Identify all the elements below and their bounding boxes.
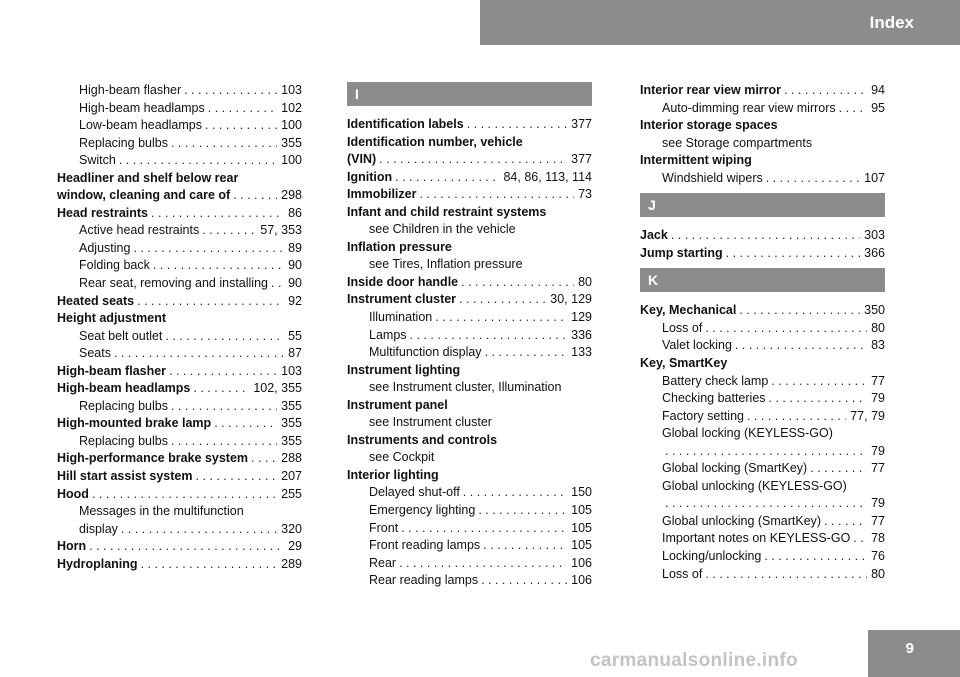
entry-text: window, cleaning and care of <box>57 188 231 203</box>
index-subentry <box>57 135 302 153</box>
entry-page-ref: 355 <box>281 416 302 431</box>
entry-page-ref: 77 <box>871 461 885 476</box>
entry-page-ref: 83 <box>871 338 885 353</box>
leader-dots <box>461 274 574 292</box>
entry-text: Rear seat, removing and installing <box>79 276 268 291</box>
entry-text: Replacing bulbs <box>79 398 168 413</box>
entry-text: Key, Mechanical <box>640 303 737 318</box>
leader-dots <box>202 222 256 240</box>
entry-text: High-performance brake system <box>57 451 249 466</box>
index-entry <box>640 227 885 245</box>
entry-page-ref: 77 <box>871 513 885 528</box>
entry-page-ref: 366 <box>864 245 885 260</box>
entry-page-ref: 355 <box>281 135 302 150</box>
entry-page-ref: 106 <box>571 555 592 570</box>
entry-text: Hill start assist system <box>57 469 193 484</box>
leader-dots <box>151 205 284 223</box>
entry-page-ref: 78 <box>871 531 885 546</box>
entry-page-ref: 377 <box>571 152 592 167</box>
index-subentry <box>57 503 302 521</box>
leader-dots <box>435 309 567 327</box>
index-entry <box>640 302 885 320</box>
entry-text: Loss of <box>662 320 703 335</box>
section-letter-bar <box>640 268 885 292</box>
page-number-badge <box>868 630 960 677</box>
leader-dots <box>251 450 277 468</box>
index-subentry <box>347 256 592 274</box>
entry-text: High-beam flasher <box>79 83 182 97</box>
index-entry <box>347 397 592 415</box>
leader-dots <box>705 320 867 338</box>
leader-dots <box>141 556 278 574</box>
index-entry <box>347 186 592 204</box>
index-subentry <box>640 495 885 513</box>
entry-page-ref: 30, 129 <box>550 292 592 307</box>
entry-page-ref: 207 <box>281 469 302 484</box>
entry-text: Valet locking <box>662 338 732 353</box>
entry-page-ref: 89 <box>288 240 302 255</box>
entry-text: Delayed shut-off <box>369 485 460 500</box>
index-entry <box>57 187 302 205</box>
entry-page-ref: 102, 355 <box>253 381 302 396</box>
leader-dots <box>485 344 568 362</box>
index-subentry <box>640 530 885 548</box>
index-subentry <box>57 117 302 135</box>
entry-text: Multifunction display <box>369 345 482 360</box>
index-entry <box>347 169 592 187</box>
entry-text: Switch <box>79 153 116 168</box>
index-subentry <box>640 443 885 461</box>
entry-text: Interior lighting <box>347 467 439 482</box>
entry-page-ref: 80 <box>871 320 885 335</box>
entry-text: Global unlocking (KEYLESS-GO) <box>662 478 847 493</box>
entry-page-ref: 298 <box>281 188 302 203</box>
entry-page-ref: 100 <box>281 118 302 133</box>
entry-page-ref: 106 <box>571 573 592 588</box>
entry-text: see Cockpit <box>369 450 435 465</box>
leader-dots <box>401 520 567 538</box>
leader-dots <box>171 135 277 153</box>
index-entry <box>347 362 592 380</box>
entry-text: Global locking (KEYLESS-GO) <box>662 426 833 441</box>
index-subentry <box>347 379 592 397</box>
index-entry <box>347 134 592 152</box>
entry-text: Jack <box>640 228 668 243</box>
entry-page-ref: 129 <box>571 310 592 325</box>
entry-page-ref: 77 <box>871 373 885 388</box>
leader-dots <box>214 415 277 433</box>
entry-page-ref: 288 <box>281 451 302 466</box>
leader-dots <box>89 538 284 556</box>
entry-text: Active head restraints <box>79 223 200 238</box>
entry-text: Ignition <box>347 169 393 184</box>
leader-dots <box>735 337 867 355</box>
entry-page-ref: 90 <box>288 258 302 273</box>
index-subentry <box>640 425 885 443</box>
leader-dots <box>153 257 284 275</box>
entry-text: Folding back <box>79 258 150 273</box>
section-letter-bar <box>640 193 885 217</box>
index-entry <box>347 239 592 257</box>
index-column-2 <box>347 82 592 590</box>
index-subentry <box>640 548 885 566</box>
entry-text: Jump starting <box>640 245 723 260</box>
leader-dots <box>410 327 568 345</box>
leader-dots <box>705 566 867 584</box>
section-letter-bar <box>347 82 592 106</box>
index-subentry <box>57 328 302 346</box>
index-subentry <box>347 309 592 327</box>
entry-page-ref: 79 <box>871 391 885 406</box>
index-subentry <box>347 221 592 239</box>
index-entry <box>347 274 592 292</box>
index-entry <box>640 82 885 100</box>
entry-page-ref: 355 <box>281 398 302 413</box>
entry-text: High-beam flasher <box>57 363 167 378</box>
leader-dots <box>133 240 284 258</box>
leader-dots <box>810 460 867 478</box>
index-subentry <box>347 344 592 362</box>
index-column-1 <box>57 82 302 573</box>
section-letter: I <box>355 86 359 102</box>
entry-page-ref: 289 <box>281 556 302 571</box>
entry-text: Height adjustment <box>57 311 167 326</box>
index-entry <box>640 355 885 373</box>
leader-dots <box>478 502 567 520</box>
index-entry <box>57 363 302 381</box>
index-entry <box>347 204 592 222</box>
entry-page-ref: 80 <box>871 566 885 581</box>
index-subentry <box>57 152 302 170</box>
index-entry <box>347 467 592 485</box>
index-subentry <box>640 135 885 153</box>
leader-dots <box>271 275 284 293</box>
index-entry <box>640 245 885 263</box>
leader-dots <box>665 443 867 461</box>
entry-text: Illumination <box>369 310 433 325</box>
index-subentry <box>57 100 302 118</box>
entry-text: Loss of <box>662 566 703 581</box>
leader-dots <box>463 484 567 502</box>
index-subentry <box>640 373 885 391</box>
entry-text: Instrument cluster <box>347 292 457 307</box>
index-subentry <box>347 537 592 555</box>
entry-text: (VIN) <box>347 152 377 167</box>
entry-page-ref: 107 <box>864 170 885 185</box>
entry-page-ref: 95 <box>871 100 885 115</box>
entry-text: see Instrument cluster <box>369 415 492 430</box>
entry-text: Horn <box>57 539 87 554</box>
index-subentry <box>57 345 302 363</box>
entry-text: Global locking (SmartKey) <box>662 461 808 476</box>
entry-text: Replacing bulbs <box>79 135 168 150</box>
entry-page-ref: 303 <box>864 228 885 243</box>
entry-text: Inflation pressure <box>347 239 452 254</box>
leader-dots <box>193 380 249 398</box>
entry-page-ref: 73 <box>578 187 592 202</box>
entry-text: Adjusting <box>79 240 131 255</box>
entry-text: Replacing bulbs <box>79 433 168 448</box>
entry-text: Seat belt outlet <box>79 328 163 343</box>
leader-dots <box>739 302 860 320</box>
entry-text: Hydroplaning <box>57 556 138 571</box>
entry-text: High-beam headlamps <box>79 100 205 115</box>
entry-page-ref: 79 <box>871 443 885 458</box>
index-column-3 <box>640 82 885 583</box>
page-number: 9 <box>905 640 914 657</box>
index-subentry <box>640 460 885 478</box>
leader-dots <box>665 495 867 513</box>
index-subentry <box>347 449 592 467</box>
leader-dots <box>747 408 846 426</box>
entry-page-ref: 103 <box>281 83 302 97</box>
entry-page-ref: 255 <box>281 486 302 501</box>
index-subentry <box>57 433 302 451</box>
leader-dots <box>119 152 277 170</box>
index-entry <box>347 116 592 134</box>
entry-text: Intermittent wiping <box>640 153 752 168</box>
watermark-text: carmanualsonline.info <box>590 650 798 671</box>
leader-dots <box>114 345 284 363</box>
leader-dots <box>399 555 567 573</box>
entry-text: Auto-dimming rear view mirrors <box>662 100 836 115</box>
entry-page-ref: 102 <box>281 100 302 115</box>
leader-dots <box>165 328 284 346</box>
entry-page-ref: 55 <box>288 328 302 343</box>
leader-dots <box>769 390 868 408</box>
index-subentry <box>347 520 592 538</box>
index-entry <box>57 468 302 486</box>
index-subentry <box>640 566 885 584</box>
entry-page-ref: 105 <box>571 520 592 535</box>
entry-page-ref: 100 <box>281 153 302 168</box>
entry-text: Emergency lighting <box>369 503 476 518</box>
entry-page-ref: 90 <box>288 276 302 291</box>
index-entry <box>57 486 302 504</box>
entry-text: Low-beam headlamps <box>79 118 202 133</box>
entry-text: Instrument lighting <box>347 362 461 377</box>
index-subentry <box>347 555 592 573</box>
index-entry <box>57 450 302 468</box>
entry-text: Global unlocking (SmartKey) <box>662 513 822 528</box>
leader-dots <box>208 100 277 118</box>
entry-text: Interior storage spaces <box>640 118 778 133</box>
leader-dots <box>184 82 277 100</box>
entry-page-ref: 80 <box>578 274 592 289</box>
entry-text: Infant and child restraint systems <box>347 204 547 219</box>
entry-text: Interior rear view mirror <box>640 83 782 97</box>
index-subentry <box>640 170 885 188</box>
index-entry <box>57 205 302 223</box>
entry-text: Hood <box>57 486 89 501</box>
entry-text: Rear reading lamps <box>369 573 479 588</box>
entry-text: Checking batteries <box>662 391 766 406</box>
entry-text: Windshield wipers <box>662 170 763 185</box>
leader-dots <box>671 227 860 245</box>
leader-dots <box>771 373 867 391</box>
entry-page-ref: 320 <box>281 521 302 536</box>
index-entry <box>640 152 885 170</box>
entry-page-ref: 150 <box>571 485 592 500</box>
entry-text: see Children in the vehicle <box>369 222 516 237</box>
entry-page-ref: 29 <box>288 539 302 554</box>
leader-dots <box>467 116 567 134</box>
leader-dots <box>853 530 867 548</box>
entry-text: Instruments and controls <box>347 432 498 447</box>
leader-dots <box>764 548 867 566</box>
entry-text: see Tires, Inflation pressure <box>369 257 523 272</box>
entry-text: Inside door handle <box>347 274 459 289</box>
leader-dots <box>481 572 567 590</box>
entry-text: Identification labels <box>347 117 464 131</box>
index-subentry <box>640 320 885 338</box>
index-entry <box>347 432 592 450</box>
leader-dots <box>784 82 867 100</box>
entry-page-ref: 355 <box>281 433 302 448</box>
entry-text: see Instrument cluster, Illumination <box>369 380 562 395</box>
entry-page-ref: 133 <box>571 345 592 360</box>
leader-dots <box>137 293 284 311</box>
entry-page-ref: 77, 79 <box>850 408 885 423</box>
entry-text: Battery check lamp <box>662 373 769 388</box>
index-entry <box>57 538 302 556</box>
entry-page-ref: 86 <box>288 205 302 220</box>
entry-text: Lamps <box>369 327 407 342</box>
index-subentry <box>347 327 592 345</box>
index-subentry <box>57 521 302 539</box>
entry-page-ref: 94 <box>871 83 885 97</box>
entry-text: High-mounted brake lamp <box>57 416 212 431</box>
index-subentry <box>347 572 592 590</box>
leader-dots <box>395 169 499 187</box>
entry-text: Messages in the multifunction <box>79 504 244 519</box>
entry-text: Heated seats <box>57 293 135 308</box>
entry-page-ref: 57, 353 <box>260 223 302 238</box>
entry-text: see Storage compartments <box>662 135 813 150</box>
entry-page-ref: 84, 86, 113, 114 <box>503 169 592 184</box>
leader-dots <box>726 245 860 263</box>
index-subentry <box>57 240 302 258</box>
index-subentry <box>57 82 302 100</box>
leader-dots <box>766 170 860 188</box>
index-entry <box>347 291 592 309</box>
entry-text: Factory setting <box>662 408 744 423</box>
entry-text: display <box>79 521 118 536</box>
entry-page-ref: 377 <box>571 117 592 131</box>
entry-page-ref: 336 <box>571 327 592 342</box>
index-entry <box>57 556 302 574</box>
leader-dots <box>205 117 277 135</box>
entry-text: Important notes on KEYLESS-GO <box>662 531 851 546</box>
index-subentry <box>347 484 592 502</box>
leader-dots <box>169 363 277 381</box>
leader-dots <box>824 513 867 531</box>
entry-text: Immobilizer <box>347 187 417 202</box>
section-letter: K <box>648 272 659 289</box>
entry-page-ref: 350 <box>864 303 885 318</box>
leader-dots <box>839 100 867 118</box>
index-entry <box>57 310 302 328</box>
entry-page-ref: 87 <box>288 346 302 361</box>
index-subentry <box>57 275 302 293</box>
entry-text: High-beam headlamps <box>57 381 191 396</box>
entry-text: Locking/unlocking <box>662 549 762 564</box>
leader-dots <box>233 187 277 205</box>
index-subentry <box>347 414 592 432</box>
entry-text: Instrument panel <box>347 397 448 412</box>
index-subentry <box>57 257 302 275</box>
index-subentry <box>640 408 885 426</box>
leader-dots <box>196 468 278 486</box>
leader-dots <box>379 151 567 169</box>
leader-dots <box>419 186 574 204</box>
entry-page-ref: 79 <box>871 496 885 511</box>
index-subentry <box>640 478 885 496</box>
leader-dots <box>483 537 567 555</box>
index-header-tab <box>480 0 960 45</box>
leader-dots <box>459 291 546 309</box>
entry-text: Identification number, vehicle <box>347 134 523 149</box>
entry-page-ref: 103 <box>281 363 302 378</box>
leader-dots <box>92 486 277 504</box>
entry-text: Headliner and shelf below rear <box>57 170 239 185</box>
entry-text: Seats <box>79 346 111 361</box>
index-entry <box>347 151 592 169</box>
index-subentry <box>57 222 302 240</box>
index-title: Index <box>869 12 914 32</box>
entry-page-ref: 92 <box>288 293 302 308</box>
entry-page-ref: 105 <box>571 503 592 518</box>
entry-text: Head restraints <box>57 205 149 220</box>
index-entry <box>640 117 885 135</box>
index-entry <box>57 293 302 311</box>
index-subentry <box>57 398 302 416</box>
leader-dots <box>171 398 277 416</box>
index-entry <box>57 170 302 188</box>
index-subentry <box>640 100 885 118</box>
index-subentry <box>640 390 885 408</box>
entry-page-ref: 76 <box>871 549 885 564</box>
leader-dots <box>121 521 277 539</box>
entry-text: Rear <box>369 555 397 570</box>
index-entry <box>57 380 302 398</box>
leader-dots <box>171 433 277 451</box>
entry-text: Key, SmartKey <box>640 356 728 371</box>
entry-text: Front reading lamps <box>369 538 481 553</box>
entry-text: Front <box>369 520 399 535</box>
index-subentry <box>640 513 885 531</box>
index-entry <box>57 415 302 433</box>
entry-page-ref: 105 <box>571 538 592 553</box>
section-letter: J <box>648 197 656 214</box>
index-subentry <box>347 502 592 520</box>
index-subentry <box>640 337 885 355</box>
